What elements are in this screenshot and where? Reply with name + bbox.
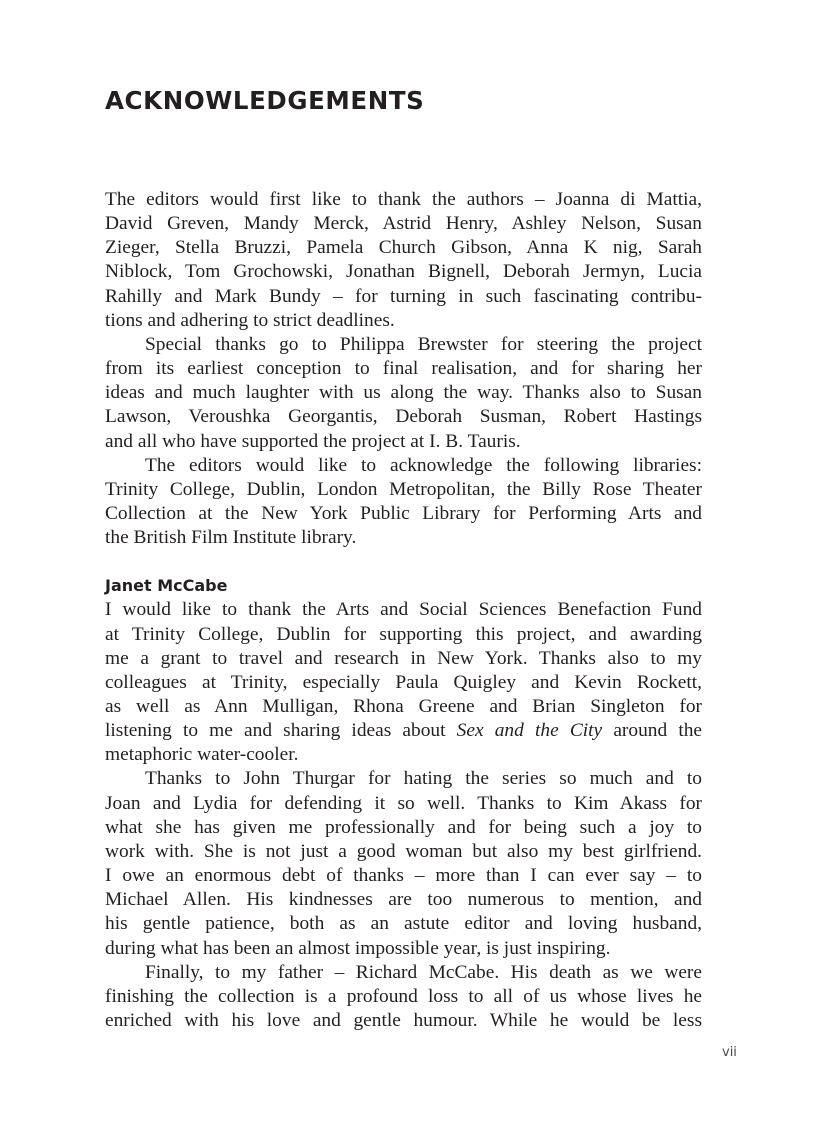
book-title-italic: Sex and the City xyxy=(456,720,603,742)
text-fragment: listening to me and sharing ideas about xyxy=(105,720,457,742)
section-heading: Janet McCabe xyxy=(105,576,228,596)
text-line: the British Film Institute library. xyxy=(105,527,357,549)
body-text xyxy=(105,188,702,1033)
text-line: Zieger, Stella Bruzzi, Pamela Church Gibson, Anna K nig, Sarah xyxy=(105,237,702,259)
paragraph-libraries xyxy=(105,454,702,551)
text-line: Trinity College, Dublin, London Metropolitan, the Billy Rose Theater xyxy=(105,478,702,500)
text-fragment: around the xyxy=(602,720,703,742)
text-line: from its earliest conception to final realisation, and for sharing her xyxy=(105,358,702,380)
paragraph-father-dedication xyxy=(105,961,702,1033)
text-line: Special thanks go to Philippa Brewster for steering the project xyxy=(145,333,702,355)
text-line: colleagues at Trinity, especially Paula Quigley and Kevin Rockett, xyxy=(105,671,702,693)
text-line: I would like to thank the Arts and Social Sciences Benefaction Fund xyxy=(105,599,702,621)
text-line: enriched with his love and gentle humour. While he would be less xyxy=(105,1010,702,1031)
text-line: Finally, to my father – Richard McCabe. His death as we were xyxy=(145,961,702,983)
text-line: Rahilly and Mark Bundy – for turning in such fascinating contribu- xyxy=(105,285,702,307)
text-line: Thanks to John Thurgar for hating the series so much and to xyxy=(145,768,702,790)
paragraph-special-thanks xyxy=(105,333,702,454)
text-line: tions and adhering to strict deadlines. xyxy=(105,309,395,331)
text-line: I owe an enormous debt of thanks – more than I can ever say – to xyxy=(105,865,702,887)
text-line: as well as Ann Mulligan, Rhona Greene and Brian Singleton for xyxy=(105,695,702,717)
text-line: David Greven, Mandy Merck, Astrid Henry, Ashley Nelson, Susan xyxy=(105,213,702,235)
text-line: and all who have supported the project at I. B. Tauris. xyxy=(105,430,521,452)
page-number: vii xyxy=(722,1045,737,1060)
text-line: Michael Allen. His kindnesses are too numerous to mention, and xyxy=(105,889,702,911)
text-line: metaphoric water-cooler. xyxy=(105,744,299,766)
text-line: ideas and much laughter with us along the way. Thanks also to Susan xyxy=(105,382,702,404)
text-line xyxy=(105,719,702,743)
paragraph-personal-thanks xyxy=(105,767,702,960)
text-line: Lawson, Veroushka Georgantis, Deborah Susman, Robert Hastings xyxy=(105,406,702,428)
text-line: me a grant to travel and research in New York. Thanks also to my xyxy=(105,647,702,669)
text-line: The editors would like to acknowledge the following libraries: xyxy=(145,454,702,476)
text-line: finishing the collection is a profound loss to all of us whose lives he xyxy=(105,985,702,1007)
text-line: Joan and Lydia for defending it so well. Thanks to Kim Akass for xyxy=(105,792,702,814)
text-line: Collection at the New York Public Library for Performing Arts and xyxy=(105,503,702,525)
section-spacer xyxy=(105,550,702,574)
text-line: what she has given me professionally and for being such a joy to xyxy=(105,816,702,838)
text-line: Niblock, Tom Grochowski, Jonathan Bignell, Deborah Jermyn, Lucia xyxy=(105,261,702,283)
text-line: during what has been an almost impossible year, is just inspiring. xyxy=(105,937,611,959)
text-line: The editors would first like to thank the authors – Joanna di Mattia, xyxy=(105,189,702,210)
text-line: his gentle patience, both as an astute editor and loving husband, xyxy=(105,913,702,935)
text-line: work with. She is not just a good woman but also my best girlfriend. xyxy=(105,840,702,862)
page-title: ACKNOWLEDGEMENTS xyxy=(105,86,425,115)
paragraph-janet-thanks xyxy=(105,598,702,767)
paragraph-authors-thanks xyxy=(105,188,702,333)
text-line: at Trinity College, Dublin for supporting this project, and awarding xyxy=(105,623,702,645)
